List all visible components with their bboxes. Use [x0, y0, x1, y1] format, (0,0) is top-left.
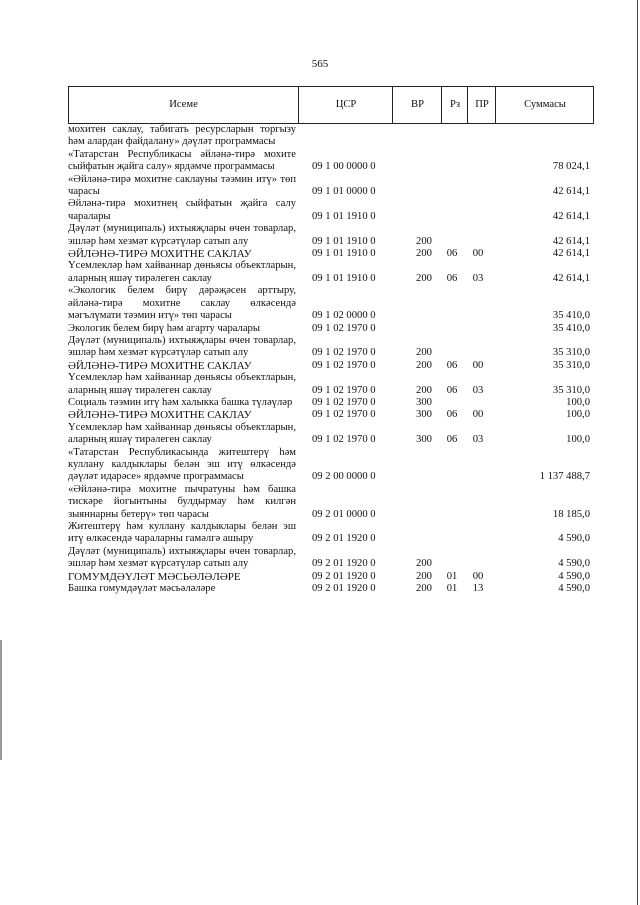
table-row — [68, 372, 594, 397]
row-vr: 200 — [416, 359, 432, 371]
row-sum: 4 590,0 — [558, 583, 590, 595]
table-row — [68, 285, 594, 322]
row-rz: 06 — [446, 272, 458, 284]
row-rz: 06 — [446, 384, 458, 396]
row-section-title: ӘЙЛӘНӘ-ТИРӘ МОХИТНЕ САКЛАУ — [68, 409, 252, 422]
table-row — [68, 521, 594, 546]
page-number: 565 — [311, 58, 329, 70]
table-row — [68, 323, 594, 335]
row-csr: 09 1 02 1970 0 — [312, 359, 376, 371]
row-vr: 200 — [416, 384, 432, 396]
row-sum: 4 590,0 — [558, 570, 590, 582]
table-row — [68, 397, 594, 409]
row-vr: 300 — [416, 396, 432, 408]
row-vr: 200 — [416, 235, 432, 247]
row-csr: 09 1 01 1910 0 — [312, 210, 376, 222]
row-sum: 42 614,1 — [552, 272, 590, 284]
row-name: Үсемлекләр һәм хайваннар дөньясы объектларын, аларның яшәү тирәлеген саклау — [68, 372, 296, 396]
table-row — [68, 546, 594, 571]
row-vr: 200 — [416, 347, 432, 359]
row-sum: 35 310,0 — [552, 347, 590, 359]
row-vr: 200 — [416, 248, 432, 260]
row-csr: 09 1 01 1910 0 — [312, 272, 376, 284]
row-sum: 100,0 — [566, 434, 590, 446]
row-csr: 09 1 02 0000 0 — [312, 310, 376, 322]
row-sum: 78 024,1 — [552, 161, 590, 173]
row-name: «Экологик белем бирү дәрәҗәсен арттыру, әйләнә-тирә мохитне саклау өлкәсендә мәгълүмати тәэмин итү» төп чарасы — [68, 285, 296, 322]
row-pr: 13 — [472, 583, 484, 595]
row-csr: 09 1 02 1970 0 — [312, 434, 376, 446]
row-rz: 01 — [446, 570, 458, 582]
table-row — [68, 223, 594, 248]
row-csr: 09 1 02 1970 0 — [312, 409, 376, 421]
table-row — [68, 124, 594, 149]
row-name: Дәүләт (муниципаль) ихтыяҗлары өчен товарлар, эшләр һәм хезмәт күрсәтүләр сатып алу — [68, 545, 296, 570]
row-sum: 42 614,1 — [552, 248, 590, 260]
row-csr: 09 1 02 1970 0 — [312, 347, 376, 359]
header-rz: Рз — [441, 87, 468, 123]
row-vr: 300 — [416, 409, 432, 421]
table-row — [68, 174, 594, 199]
row-csr: 09 2 00 0000 0 — [312, 471, 376, 483]
row-name: «Әйләнә-тирә мохитне пычратуны һәм башка тискәре йогынтыны булдырмау һәм килгән зыяннарны бетерү» төп чарасы — [68, 483, 296, 520]
row-csr: 09 1 01 1910 0 — [312, 248, 376, 260]
row-name: «Татарстан Республикасында житештерү һәм куллану калдыклары белән эш итү өлкәсендә дәүләт идарәсе» ярдәмче программасы — [68, 446, 296, 483]
row-section-title: ӘЙЛӘНӘ-ТИРӘ МОХИТНЕ САКЛАУ — [68, 359, 252, 372]
row-pr: 03 — [472, 384, 484, 396]
table-header — [68, 86, 594, 124]
row-csr: 09 1 01 1910 0 — [312, 235, 376, 247]
row-vr: 200 — [416, 570, 432, 582]
row-csr: 09 1 00 0000 0 — [312, 161, 376, 173]
header-name: Исеме — [169, 99, 198, 110]
row-csr: 09 1 02 1970 0 — [312, 322, 376, 334]
row-pr: 03 — [472, 434, 484, 446]
row-name: Дәүләт (муниципаль) ихтыяҗлары өчен товарлар, эшләр һәм хезмәт күрсәтүләр сатып алу — [68, 334, 296, 359]
row-csr: 09 2 01 0000 0 — [312, 508, 376, 520]
row-name: Үсемлекләр һәм хайваннар дөньясы объектларын, аларның яшәү тирәлеген саклау — [68, 260, 296, 284]
row-csr: 09 2 01 1920 0 — [312, 583, 376, 595]
table-body — [68, 124, 594, 595]
row-csr: 09 2 01 1920 0 — [312, 533, 376, 545]
row-pr: 00 — [472, 359, 484, 371]
row-sum: 4 590,0 — [558, 533, 590, 545]
row-name: Башка гомумдәүләт мәсьәләләре — [68, 583, 216, 595]
table-row — [68, 198, 594, 223]
table-row — [68, 583, 594, 595]
row-vr: 200 — [416, 272, 432, 284]
row-name: Экологик белем бирү һәм агарту чаралары — [68, 322, 260, 334]
row-csr: 09 1 02 1970 0 — [312, 396, 376, 408]
row-name: Әйләнә-тирә мохитнең сыйфатын җайга салу чаралары — [68, 198, 296, 222]
row-sum: 4 590,0 — [558, 558, 590, 570]
header-vr: ВР — [392, 87, 442, 123]
row-sum: 35 410,0 — [552, 310, 590, 322]
table-row — [68, 260, 594, 285]
row-sum: 42 614,1 — [552, 210, 590, 222]
row-name: Житештерү һәм куллану калдыклары белән эш итү өлкәсендә чараларны гамәлгә ашыру — [68, 521, 296, 545]
row-section-title: ГОМУМДӘҮЛӘТ МӘСЬӘЛӘЛӘРЕ — [68, 570, 241, 583]
table-row — [68, 484, 594, 521]
table-row — [68, 248, 594, 260]
right-edge-rule — [637, 0, 638, 905]
header-sum: Суммасы — [495, 87, 594, 123]
row-vr: 200 — [416, 583, 432, 595]
table-row — [68, 447, 594, 484]
table-row — [68, 422, 594, 447]
row-csr: 09 2 01 1920 0 — [312, 570, 376, 582]
row-pr: 00 — [472, 409, 484, 421]
row-name: «Татарстан Республикасы әйләнә-тирә мохите сыйфатын җайга салу» ярдәмче программасы — [68, 148, 296, 173]
row-sum: 100,0 — [566, 396, 590, 408]
row-csr: 09 1 02 1970 0 — [312, 384, 376, 396]
row-rz: 06 — [446, 409, 458, 421]
row-pr: 03 — [472, 272, 484, 284]
row-sum: 42 614,1 — [552, 235, 590, 247]
row-name: Социаль тәэмин итү һәм халыкка башка түләүләр — [68, 396, 293, 408]
row-sum: 1 137 488,7 — [539, 471, 590, 483]
table-row — [68, 571, 594, 583]
row-name: «Әйләнә-тирә мохитне саклауны тәэмин итү» төп чарасы — [68, 173, 296, 198]
row-sum: 100,0 — [566, 409, 590, 421]
table-row — [68, 149, 594, 174]
header-csr: ЦСР — [298, 87, 393, 123]
row-sum: 35 310,0 — [552, 384, 590, 396]
row-name: мохитен саклау, табигать ресурсларын торгызу һәм алардан файдалану» дәүләт программасы — [68, 124, 296, 148]
row-pr: 00 — [472, 570, 484, 582]
table-row — [68, 335, 594, 360]
row-sum: 35 410,0 — [552, 322, 590, 334]
row-rz: 06 — [446, 359, 458, 371]
row-name: Үсемлекләр һәм хайваннар дөньясы объектларын, аларның яшәү тирәлеген саклау — [68, 421, 296, 446]
row-sum: 42 614,1 — [552, 186, 590, 198]
row-rz: 06 — [446, 434, 458, 446]
row-sum: 35 310,0 — [552, 359, 590, 371]
left-edge-mark — [0, 640, 2, 760]
row-vr: 200 — [416, 558, 432, 570]
row-section-title: ӘЙЛӘНӘ-ТИРӘ МОХИТНЕ САКЛАУ — [68, 248, 252, 261]
row-rz: 06 — [446, 248, 458, 260]
row-name: Дәүләт (муниципаль) ихтыяҗлары өчен товарлар, эшләр һәм хезмәт күрсәтүләр сатып алу — [68, 223, 296, 247]
row-rz: 01 — [446, 583, 458, 595]
table-row — [68, 360, 594, 372]
row-pr: 00 — [472, 248, 484, 260]
header-pr: ПР — [467, 87, 496, 123]
row-vr: 300 — [416, 434, 432, 446]
row-sum: 18 185,0 — [552, 508, 590, 520]
row-csr: 09 1 01 0000 0 — [312, 186, 376, 198]
table-row — [68, 409, 594, 421]
row-csr: 09 2 01 1920 0 — [312, 558, 376, 570]
